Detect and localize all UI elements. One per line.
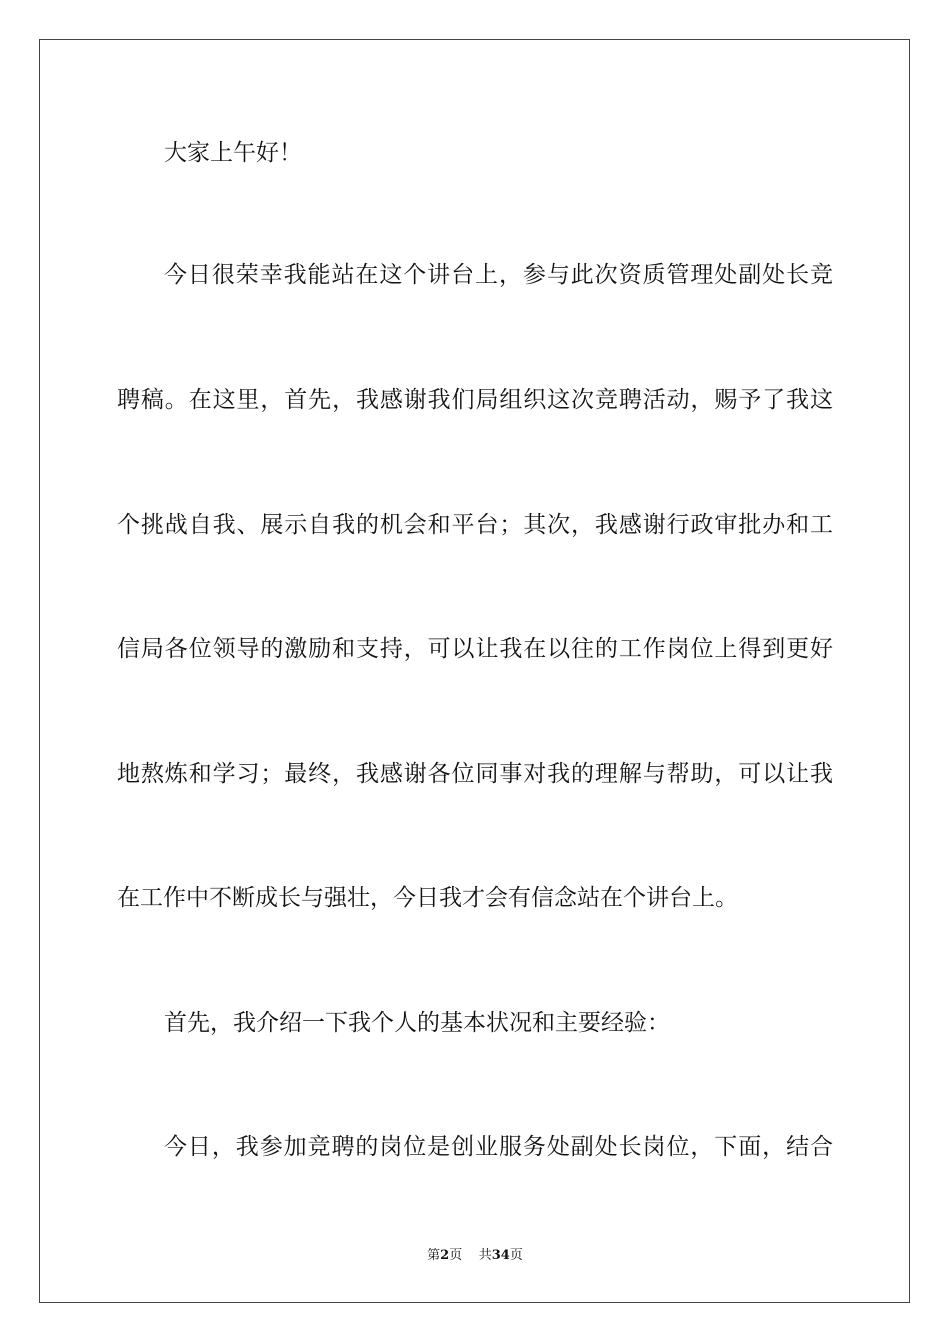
paragraph-line-greeting: 大家上午好！ — [164, 140, 302, 166]
paragraph-line: 地熬炼和学习；最终，我感谢各位同事对我的理解与帮助，可以让我 — [117, 761, 833, 787]
paragraph-line: 今日，我参加竞聘的岗位是创业服务处副处长岗位，下面，结合 — [164, 1134, 833, 1160]
paragraph-line: 今日很荣幸我能站在这个讲台上，参与此次资质管理处副处长竞 — [164, 262, 833, 288]
paragraph-line: 信局各位领导的激励和支持，可以让我在以往的工作岗位上得到更好 — [117, 636, 833, 662]
total-suffix: 页 — [509, 1248, 523, 1263]
page-number: 2 — [440, 1248, 450, 1263]
paragraph-line: 在工作中不断成长与强壮，今日我才会有信念站在个讲台上。 — [117, 885, 738, 911]
paragraph-line: 聘稿。在这里，首先，我感谢我们局组织这次竞聘活动，赐予了我这 — [117, 387, 833, 413]
page-suffix: 页 — [449, 1248, 463, 1263]
page-footer — [0, 1248, 950, 1264]
page-border — [39, 39, 910, 1303]
total-prefix: 共 — [478, 1248, 492, 1263]
paragraph-line: 首先，我介绍一下我个人的基本状况和主要经验： — [164, 1010, 670, 1036]
total-pages: 34 — [491, 1248, 510, 1263]
paragraph-line: 个挑战自我、展示自我的机会和平台；其次，我感谢行政审批办和工 — [117, 512, 833, 538]
page-prefix: 第 — [427, 1248, 441, 1263]
